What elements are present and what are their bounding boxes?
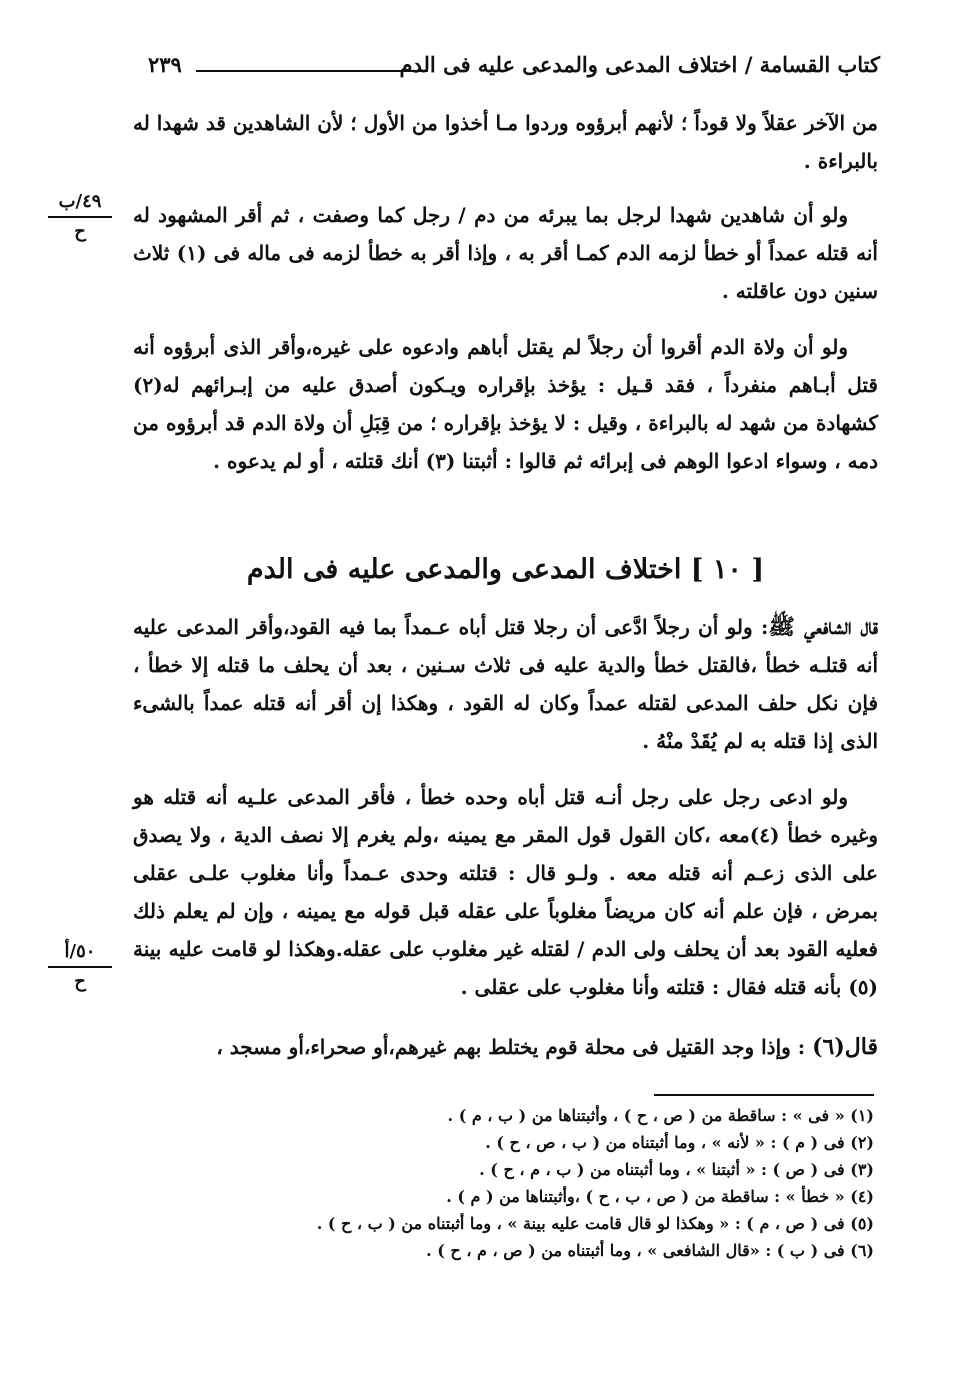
paragraph-3: ولو أن ولاة الدم أقروا أن رجلاً لم يقتل أباهم وادعوه على غيره،وأقر الذى أبرؤوه أنه قتل أبـاهم منفرداً ، فقد قـيل : يؤخذ بإقراره ويـكون أصدق عليه من إبـرائهم له(٢) كشهادة من شهد له بالبراءة ، وقيل : لا يؤخذ بإقراره ؛ من قِبَلِ أن ولاة الدم قد أبرؤوه من دمه ، وسواء ادعوا الوهم فى إبرائه ثم قالوا : أثبتنا (٣) أنك قتلته ، أو لم يدعوه . (133, 335, 878, 473)
margin-note-rule (48, 216, 112, 218)
footnote-item: (٣) فى ( ص ) : « أثبتنا » ، وما أثبتناه من ( ب ، م ، ح ) . (479, 1160, 874, 1179)
margin-note-manuscript: ح (74, 221, 86, 242)
footnote-item: (٦) فى ( ب ) : «قال الشافعى » ، وما أثبتناه من ( ص ، م ، ح ) . (426, 1241, 874, 1260)
margin-note-folio: ٤٩/ب (58, 191, 102, 212)
footnote-item: (٢) فى ( م ) : « لأنه » ، وما أثبتناه من ( ب ، ص ، ح ) . (485, 1133, 874, 1152)
running-header (148, 50, 880, 86)
margin-note-manuscript: ح (74, 971, 86, 992)
paragraph-lead: قال(٦) (812, 1034, 878, 1060)
paragraph-5: ولو ادعى رجل على رجل أنـه قتل أباه وحده خطأ ، فأقر المدعى علـيه أنه قتله هو وغيره خطأ (٤)معه ،كان القول قول المقر مع يمينه ،ولم يغرم إلا نصف الدية ، ولا يصدق على الذى زعـم أنه قتله معه . ولـو قال : قتلته وحدى عـمداً وأنا مغلوب علـى عقلى بمرض ، فإن علم أنه كان مريضاً مغلوباً على عقله قبل قوله مع يمينه ، وإن لم يعلم ذلك فعليه القود بعد أن يحلف ولى الدم / لقتله غير مغلوب على عقله.وهكذا لو قامت عليه بينة (٥) بأنه قتله فقال : قتلته وأنا مغلوب على عقلى . (133, 785, 879, 999)
paragraph-6 (133, 1028, 878, 1066)
paragraph-1: من الآخر عقلاً ولا قوداً ؛ لأنهم أبرؤوه وردوا مـا أخذوا من الأول ؛ لأن الشاهدين قد شهدا له بالبراءة . (133, 111, 879, 173)
header-title: كتاب القسامة / اختلاف المدعى والمدعى عليه فى الدم (399, 52, 880, 77)
header-rule (196, 70, 428, 72)
paragraph-4 (133, 608, 878, 760)
margin-note-folio: ٥٠/أ (64, 941, 96, 962)
footnote-item: (٤) « خطأ » : ساقطة من ( ص ، ب ، ح ) ،وأثبتناها من ( م ) . (446, 1187, 874, 1206)
margin-note-folio-49b (40, 190, 120, 244)
section-heading: [ ١٠ ] اختلاف المدعى والمدعى عليه فى الدم (246, 554, 765, 585)
margin-note-folio-50a (40, 940, 120, 994)
footnote-separator (654, 1094, 874, 1096)
footnotes (200, 1102, 874, 1264)
paragraph-body: : ولو أن رجلاً ادَّعى أن رجلا قتل أباه عـمداً بما فيه القود،وأقر المدعى عليه أنه قتلـه خطأ ،فالقتل خطأ والدية عليه فى ثلاث سـنين ، بعد أن يحلف ما قتله إلا خطأ ، فإن نكل حلف المدعى لقتله عمداً وكان له القود ، وهكذا إن أقر أنه قتله عمداً بالشىء الذى إذا قتله به لم يُقَدْ منْهُ . (133, 615, 878, 753)
paragraph-2: ولو أن شاهدين شهدا لرجل بما يبرئه من دم / رجل كما وصفت ، ثم أقر المشهود له أنه قتله عمداً أو خطأ لزمه الدم كمـا أقر به ، وإذا أقر به خطأ لزمه فى ماله فى (١) ثلاث سنين دون عاقلته . (133, 203, 878, 303)
margin-note-rule (48, 966, 112, 968)
footnote-item: (١) « فى » : ساقطة من ( ص ، ح ) ، وأثبتناها من ( ب ، م ) . (447, 1106, 874, 1125)
footnote-item: (٥) فى ( ص ، م ) : « وهكذا لو قال قامت عليه بينة » ، وما أثبتناه من ( ب ، ح ) . (316, 1214, 874, 1233)
paragraph-body: : وإذا وجد القتيل فى محلة قوم يختلط بهم غيرهم،أو صحراء،أو مسجد ، (216, 1035, 813, 1059)
page-number: ٢٣٩ (148, 52, 182, 77)
paragraph-lead: قال الشافعي ﷺ (768, 614, 879, 640)
